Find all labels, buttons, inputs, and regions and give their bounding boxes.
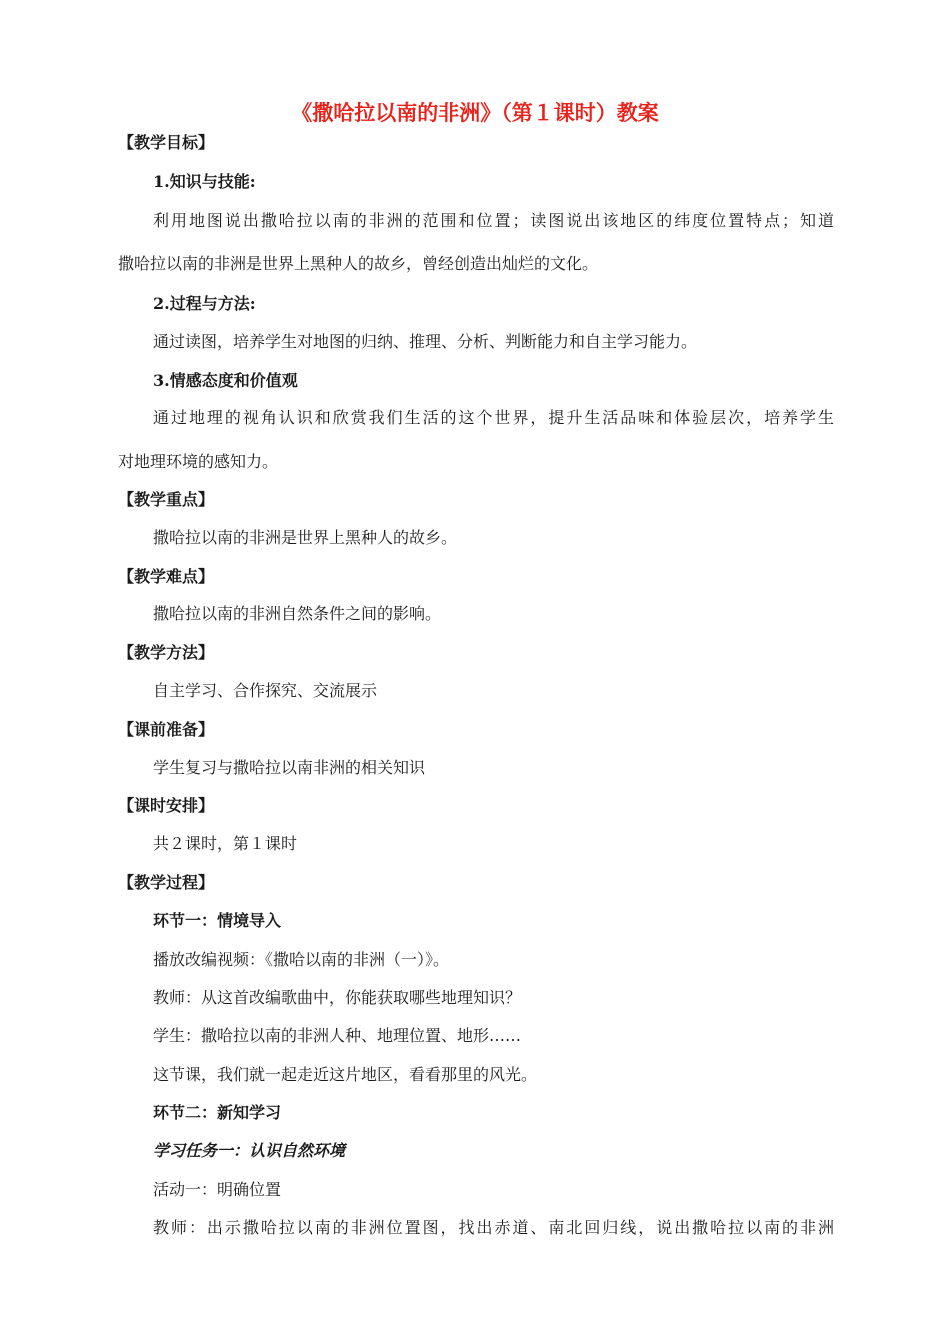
document-title: 《撒哈拉以南的非洲》（第１课时）教案 [291, 100, 659, 125]
preparation-text: 学生复习与撒哈拉以南非洲的相关知识 [153, 758, 426, 777]
schedule-heading: 【课时安排】 [118, 796, 215, 815]
difficulty-heading: 【教学难点】 [118, 567, 215, 586]
objective-3-title: 3.情感态度和价值观 [153, 371, 298, 390]
step-1-title: 环节一：情境导入 [153, 911, 282, 930]
schedule-text: 共２课时，第１课时 [153, 834, 298, 853]
task-1-title: 学习任务一：认识自然环境 [153, 1141, 346, 1160]
objective-1-text: 利用地图说出撒哈拉以南的非洲的范围和位置；读图说出该地区的纬度位置特点；知道 [153, 211, 834, 230]
method-text: 自主学习、合作探究、交流展示 [153, 681, 378, 700]
process-heading: 【教学过程】 [118, 873, 215, 892]
objective-2-title: 2.过程与方法: [153, 294, 256, 313]
step-1-line-2: 教师：从这首改编歌曲中，你能获取哪些地理知识？ [153, 988, 522, 1007]
objective-3-text-cont: 对地理环境的感知力。 [118, 452, 279, 471]
preparation-heading: 【课前准备】 [118, 720, 215, 739]
step-1-line-1: 播放改编视频：《撒哈以南的非洲（一）》。 [153, 950, 450, 969]
step-1-line-4: 这节课，我们就一起走近这片地区，看看那里的风光。 [153, 1065, 538, 1084]
objective-2-text: 通过读图，培养学生对地图的归纳、推理、分析、判断能力和自主学习能力。 [153, 332, 698, 351]
objectives-heading: 【教学目标】 [118, 133, 215, 152]
activity-1-text: 教师：出示撒哈拉以南的非洲位置图，找出赤道、南北回归线，说出撒哈拉以南的非洲 [153, 1218, 834, 1237]
step-2-title: 环节二：新知学习 [153, 1103, 282, 1122]
step-1-line-3: 学生：撒哈拉以南的非洲人种、地理位置、地形…… [153, 1026, 522, 1045]
method-heading: 【教学方法】 [118, 643, 215, 662]
objective-1-title: 1.知识与技能: [153, 172, 256, 191]
key-points-heading: 【教学重点】 [118, 490, 215, 509]
activity-1-title: 活动一：明确位置 [153, 1180, 282, 1199]
difficulty-text: 撒哈拉以南的非洲自然条件之间的影响。 [153, 604, 442, 623]
key-points-text: 撒哈拉以南的非洲是世界上黑种人的故乡。 [153, 528, 458, 547]
objective-1-text-cont: 撒哈拉以南的非洲是世界上黑种人的故乡，曾经创造出灿烂的文化。 [118, 254, 599, 273]
objective-3-text: 通过地理的视角认识和欣赏我们生活的这个世界，提升生活品味和体验层次，培养学生 [153, 408, 834, 427]
